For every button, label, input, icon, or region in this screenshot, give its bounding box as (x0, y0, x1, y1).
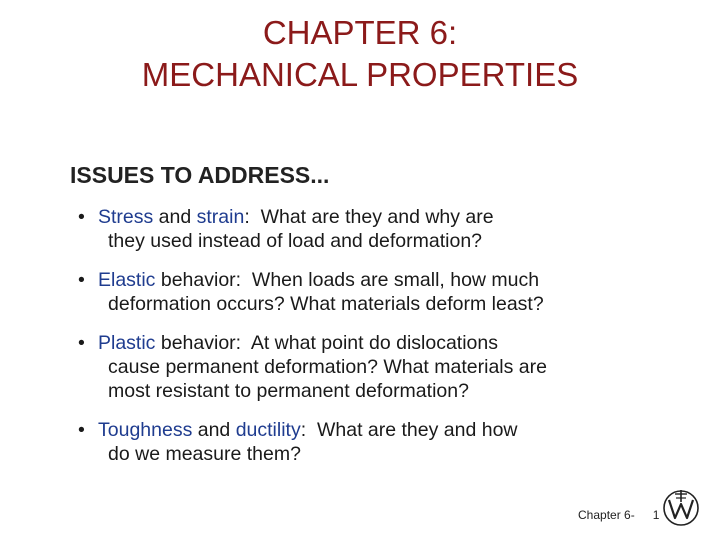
bullet-text: behavior: When loads are small, how much (155, 269, 540, 291)
title-line-1: CHAPTER 6: (262, 14, 458, 51)
bullet-item-plastic (78, 331, 698, 403)
bullet-dot: • (78, 269, 85, 291)
bullet-continuation: they used instead of load and deformation? (108, 230, 483, 252)
bullet-continuation: deformation occurs? What materials deform least? (108, 293, 544, 315)
bullet-item-stress-strain (78, 205, 698, 253)
term-elastic: Elastic (98, 269, 156, 291)
term-plastic: Plastic (98, 332, 156, 354)
term-stress: Stress (98, 206, 154, 228)
term-strain: strain (196, 206, 245, 228)
term-toughness: Toughness (98, 419, 193, 441)
title-line-2: MECHANICAL PROPERTIES (141, 56, 579, 93)
wiley-logo-icon (660, 486, 702, 528)
bullet-dot: • (78, 332, 85, 354)
bullet-continuation: cause permanent deformation? What materials are (108, 356, 547, 378)
bullet-continuation: most resistant to permanent deformation? (108, 380, 469, 402)
bullet-text: and (192, 419, 236, 441)
bullet-text: : What are they and why are (244, 206, 494, 228)
bullet-item-toughness-ductility (78, 418, 698, 466)
bullet-dot: • (78, 419, 85, 441)
bullet-item-elastic (78, 268, 698, 316)
chapter-label: Chapter 6- (578, 508, 635, 522)
bullet-text: and (153, 206, 197, 228)
bullet-continuation: do we measure them? (108, 443, 301, 465)
slide-footer (578, 508, 659, 522)
slide-title (0, 12, 720, 96)
bullet-dot: • (78, 206, 85, 228)
issues-heading: ISSUES TO ADDRESS... (70, 162, 330, 188)
page-number: 1 (652, 508, 660, 522)
bullet-text: : What are they and how (300, 419, 518, 441)
bullet-text: behavior: At what point do dislocations (155, 332, 498, 354)
term-ductility: ductility (235, 419, 301, 441)
bullet-list (78, 205, 698, 481)
